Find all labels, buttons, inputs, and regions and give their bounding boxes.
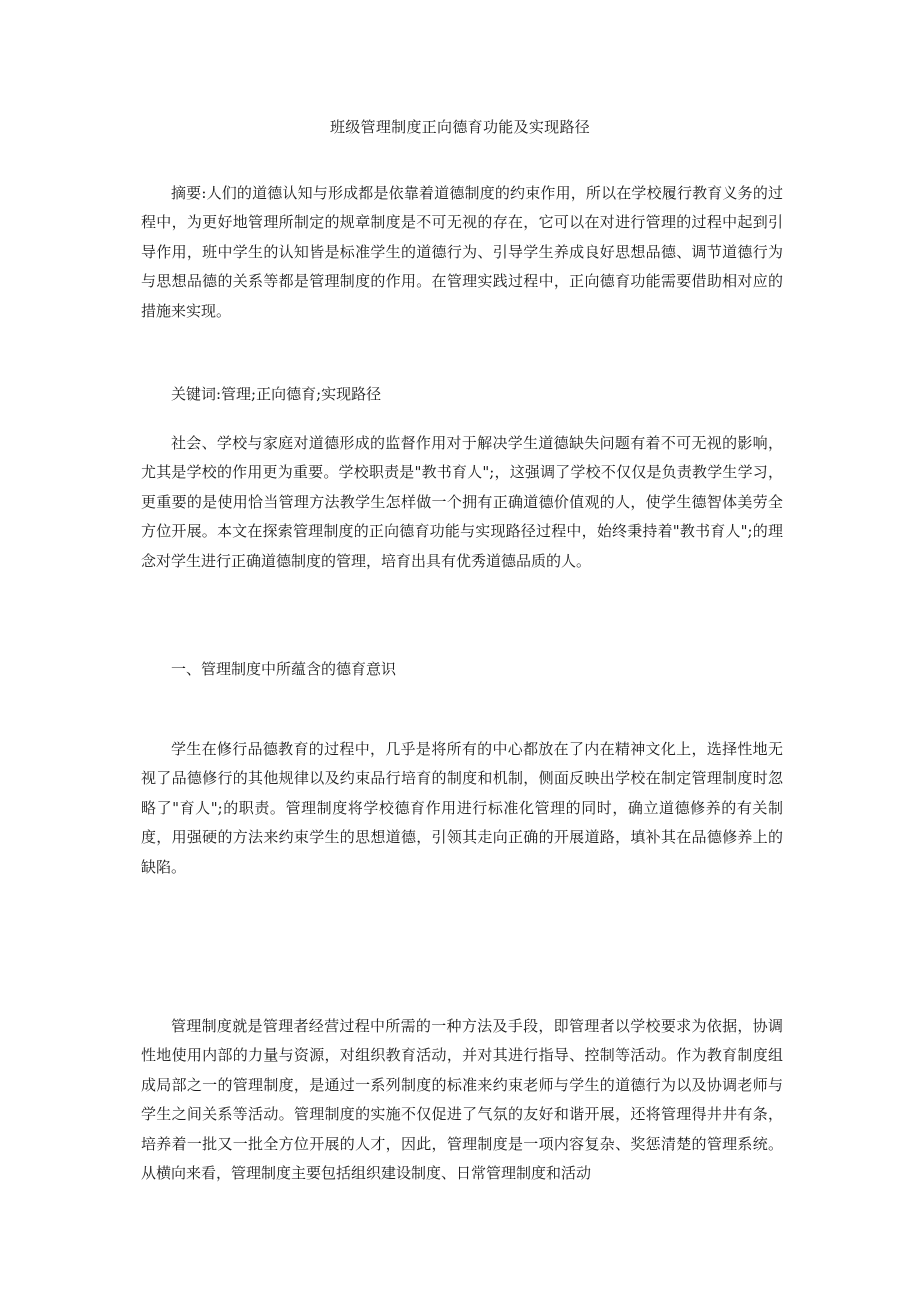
section-heading: 一、管理制度中所蕴含的德育意识 [171, 660, 397, 678]
body-paragraph: 学生在修行品德教育的过程中，几乎是将所有的中心都放在了内在精神文化上，选择性地无视了品德修行的其他规律以及约束品行培育的制度和机制，侧面反映出学校在制定管理制度时忽略了"育人";的职责。管理制度将学校德育作用进行标准化管理的同时，确立道德修养的有关制度，用强硬的方法来约束学生的思想道德，引领其走向正确的开展道路，填补其在品德修养上的缺陷。 [141, 740, 783, 876]
document-title: 班级管理制度正向德育功能及实现路径 [329, 118, 591, 136]
body-paragraph: 管理制度就是管理者经营过程中所需的一种方法及手段，即管理者以学校要求为依据，协调性地使用内部的力量与资源，对组织教育活动，并对其进行指导、控制等活动。作为教育制度组成局部之一的管理制度，是通过一系列制度的标准来约束老师与学生的道德行为以及协调老师与学生之间关系等活动。管理制度的实施不仅促进了气氛的友好和谐开展，还将管理得井井有条，培养着一批又一批全方位开展的人才，因此，管理制度是一项内容复杂、奖惩清楚的管理系统。从横向来看，管理制度主要包括组织建设制度、日常管理制度和活动 [141, 1017, 783, 1183]
intro-paragraph: 社会、学校与家庭对道德形成的监督作用对于解决学生道德缺失问题有着不可无视的影响，尤其是学校的作用更为重要。学校职责是"教书育人";，这强调了学校不仅仅是负责教学生学习，更重要的是使用恰当管理方法教学生怎样做一个拥有正确道德价值观的人，使学生德智体美劳全方位开展。本文在探索管理制度的正向德育功能与实现路径过程中，始终秉持着"教书育人";的理念对学生进行正确道德制度的管理，培育出具有优秀道德品质的人。 [141, 434, 783, 570]
keywords-line: 关键词:管理;正向德育;实现路径 [171, 385, 382, 403]
abstract-paragraph: 摘要:人们的道德认知与形成都是依靠着道德制度的约束作用，所以在学校履行教育义务的过程中，为更好地管理所制定的规章制度是不可无视的存在，它可以在对进行管理的过程中起到引导作用，班中学生的认知皆是标准学生的道德行为、引导学生养成良好思想品德、调节道德行为与思想品德的关系等都是管理制度的作用。在管理实践过程中，正向德育功能需要借助相对应的措施来实现。 [141, 184, 783, 320]
